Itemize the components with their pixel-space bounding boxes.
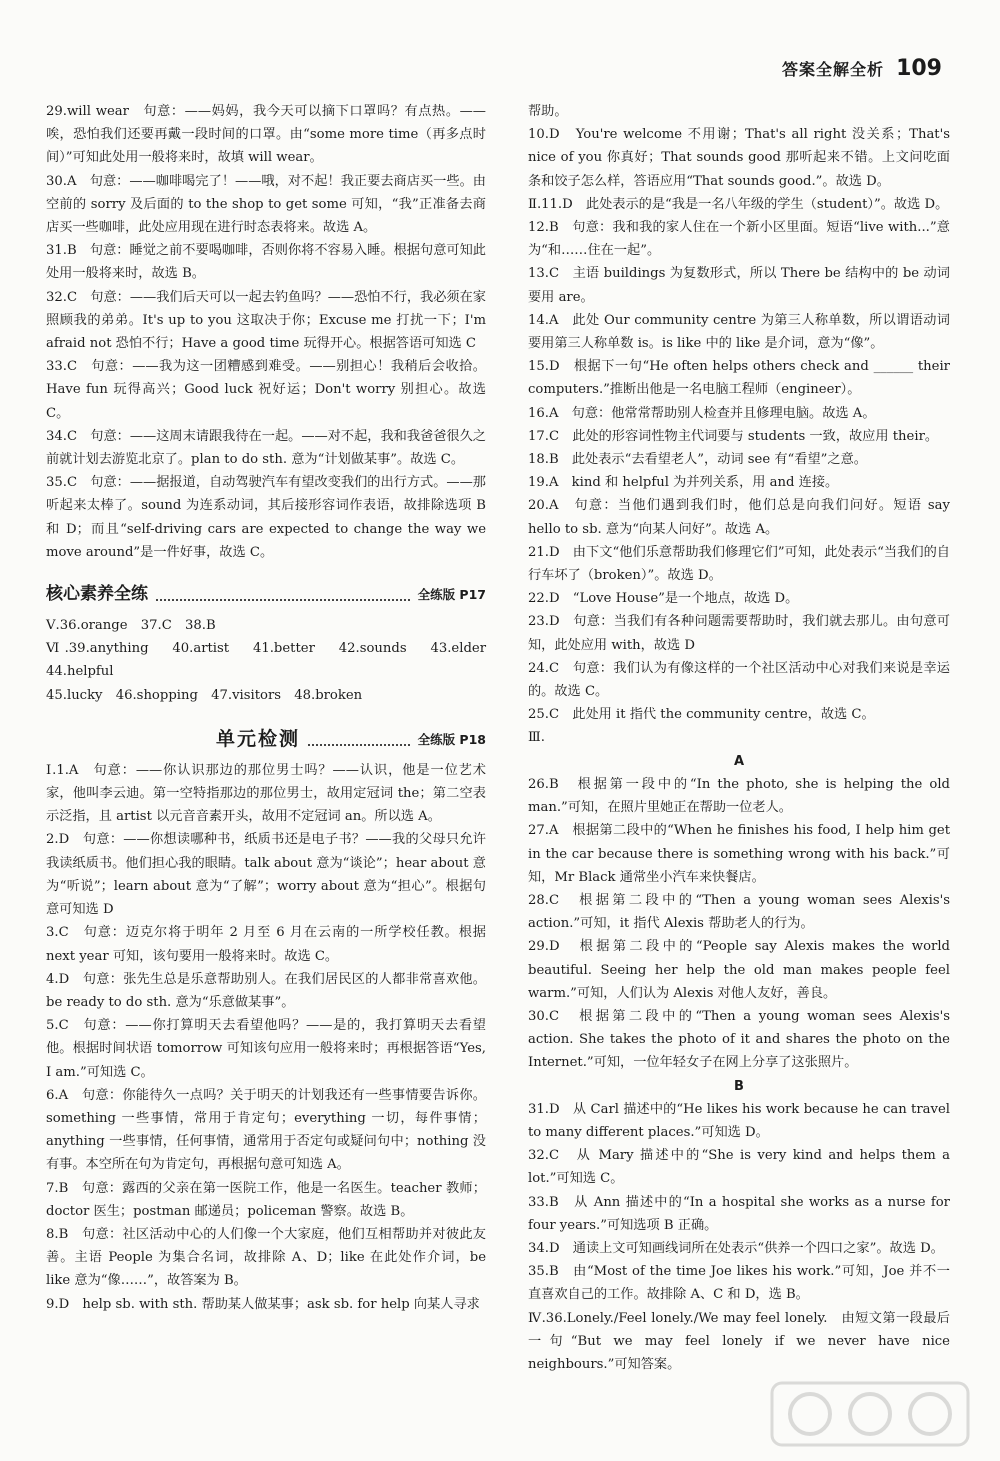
- answer-item: 4.D 句意：张先生总是乐意帮助别人。在我们居民区的人都非常喜欢他。be ready to do sth. 意为“乐意做某事”。: [46, 971, 486, 1010]
- answer-item: 29.will wear 句意：——妈妈，我今天可以摘下口罩吗？有点热。——唉，恐怕我们还要再戴一段时间的口罩。由“some more time（再多点时间）”可知此处用一般将来时，故填 will wear。: [46, 104, 486, 166]
- right-column: [528, 100, 950, 1376]
- answer-item: 27.A 根据第二段中的“When he finishes his food, I help him get in the car because there is something wrong with his back.”可知，Mr Black 通常坐小汽车来快餐店。: [528, 823, 950, 885]
- page-number: 109: [896, 56, 942, 81]
- answer-item: Ⅳ.36.Lonely./Feel lonely./We may feel lonely. 由短文第一段最后一句“But we may feel lonely if we never have nice neighbours.”可知答案。: [528, 1310, 950, 1372]
- answer-item: 35.B 由“Most of the time Joe likes his work.”可知，Joe 并不一直喜欢自己的工作。故排除 A、C 和 D，选 B。: [528, 1264, 950, 1303]
- answer-item: 3.C 句意：迈克尔将于明年 2 月至 6 月在云南的一所学校任教。根据 next year 可知，该句要用一般将来时。故选 C。: [46, 925, 486, 964]
- section-heading-core: [46, 578, 486, 606]
- section-heading-unit-test: [46, 723, 486, 751]
- section-title: 核心素养全练: [46, 583, 148, 604]
- leader-dots: [156, 599, 410, 601]
- answer-line: 45.lucky 46.shopping 47.visitors 48.broken: [46, 687, 363, 703]
- answer-item: 14.A 此处 Our community centre 为第三人称单数，所以谓语动词要用第三人称单数 is。is like 中的 like 是介词，意为“像”。: [528, 312, 950, 352]
- answer-item: 帮助。: [528, 104, 568, 119]
- answer-line: Ⅴ.36.orange 37.C 38.B: [46, 618, 216, 634]
- answer-item: 33.B 从 Ann 描述中的“In a hospital she works as a nurse for four years.”可知选项 B 正确。: [528, 1194, 950, 1233]
- answer-line: Ⅵ.39.anything 40.artist 41.better 42.sounds 43.elder 44.helpful: [46, 641, 500, 680]
- answer-item: 9.D help sb. with sth. 帮助某人做某事；ask sb. for help 向某人寻求: [46, 1296, 480, 1312]
- answer-item: 8.B 句意：社区活动中心的人们像一个大家庭，他们互相帮助并对彼此友善。主语 People 为集合名词，故排除 A、D；like 在此处作介词，be like 意为“像……”，故答案为 B。: [46, 1226, 486, 1289]
- answer-item: 31.B 句意：睡觉之前不要喝咖啡，否则你将不容易入睡。根据句意可知此处用一般将来时，故选 B。: [46, 243, 486, 282]
- answer-item: 34.C 句意：——这周末请跟我待在一起。——对不起，我和我爸爸很久之前就计划去游览北京了。plan to do sth. 意为“计划做某事”。故选 C。: [46, 428, 486, 468]
- passage-label: A: [733, 753, 745, 769]
- page-header: [782, 56, 942, 81]
- answer-item: 19.A kind 和 helpful 为并列关系，用 and 连接。: [528, 475, 839, 491]
- answer-item: 17.C 此处的形容词性物主代词要与 students 一致，故应用 their。: [528, 428, 939, 444]
- answer-item: 28.C 根据第二段中的“Then a young woman sees Alexis's action.”可知，it 指代 Alexis 帮助老人的行为。: [528, 892, 950, 932]
- answer-item: 13.C 主语 buildings 为复数形式，所以 There be 结构中的 be 动词要用 are。: [528, 266, 950, 305]
- answer-item: 24.C 句意：我们认为有像这样的一个社区活动中心对我们来说是幸运的。故选 C。: [528, 660, 950, 700]
- answer-item: 23.D 句意：当我们有各种问题需要帮助时，我们就去那儿。由句意可知，此处应用 with，故选 D: [528, 614, 950, 653]
- answer-item: 6.A 句意：你能待久一点吗？关于明天的计划我还有一些事情要告诉你。something 一些事情，常用于肯定句；everything 一切，每件事情；anything 一些事情，任何事情，通常用于否定句或疑问句中；nothing 没有事。本空所在句为肯定句，再根据句意可知选 A。: [46, 1087, 486, 1173]
- section-ref: 全练版 P17: [417, 586, 486, 602]
- header-title: 答案全解全析: [782, 60, 885, 79]
- answer-item: 12.B 句意：我和我的家人住在一个新小区里面。短语“live with...”意为“和……住在一起”。: [528, 220, 950, 259]
- core-answers: [46, 614, 500, 707]
- answer-list-right: [528, 100, 950, 1376]
- answer-item: 21.D 由下文“他们乐意帮助我们修理它们”可知，此处表示“当我们的自行车坏了（broken）”。故选 D。: [528, 544, 950, 584]
- answer-list-left-bottom: [46, 759, 486, 1316]
- answer-item: 10.D You're welcome 不用谢；That's all right 没关系；That's nice of you 你真好；That sounds good 那听起来不错。上文问吃面条和饺子怎么样，答语应用“That sounds good.”。故选 D。: [528, 127, 950, 189]
- leader-dots: [308, 744, 410, 746]
- answer-item: 2.D 句意：——你想读哪种书，纸质书还是电子书？——我的父母只允许我读纸质书。他们担心我的眼睛。talk about 意为“谈论”；hear about 意为“听说”；learn about 意为“了解”；worry about 意为“担心”。根据句意可知选 D: [46, 832, 486, 918]
- answer-item: 31.D 从 Carl 描述中的“He likes his work because he can travel to many different places.”可知选 D。: [528, 1101, 950, 1140]
- answer-item: 33.C 句意：——我为这一团糟感到难受。——别担心！我稍后会收拾。Have fun 玩得高兴；Good luck 祝好运；Don't worry 别担心。故选 C。: [46, 359, 486, 421]
- answer-item: 22.D “Love House”是一个地点，故选 D。: [528, 591, 799, 607]
- answer-item: Ⅱ.11.D 此处表示的是“我是一名八年级的学生（student）”。故选 D。: [528, 196, 949, 212]
- answer-item: 32.C 句意：——我们后天可以一起去钓鱼吗？——恐怕不行，我必须在家照顾我的弟弟。It's up to you 这取决于你；Excuse me 打扰一下；I'm afraid not 恐怕不行；Have a good time 玩得开心。根据答语可知选 C: [46, 289, 486, 352]
- answer-item: 30.A 句意：——咖啡喝完了！——哦，对不起！我正要去商店买一些。由空前的 sorry 及后面的 to the shop to get some 可知，“我”正准备去商店买一些咖啡，此处应用现在进行时态表将来。故选 A。: [46, 173, 486, 236]
- answer-item: Ⅰ.1.A 句意：——你认识那边的那位男士吗？——认识，他是一位艺术家，他叫李云迪。第一空特指那边的那位男士，故用定冠词 the；第二空表示泛指，且 artist 以元音音素开头，故用不定冠词 an。所以选 A。: [46, 762, 486, 825]
- answer-list-left-top: [46, 100, 486, 564]
- answer-item: 25.C 此处用 it 指代 the community centre，故选 C。: [528, 707, 875, 723]
- answer-item: 20.A 句意：当他们遇到我们时，他们总是向我们问好。短语 say hello to sb. 意为“向某人问好”。故选 A。: [528, 498, 950, 537]
- answer-item: 5.C 句意：——你打算明天去看望他吗？——是的，我打算明天去看望他。根据时间状语 tomorrow 可知该句应用一般将来时；再根据答语“Yes, I am.”可知选 C。: [46, 1018, 486, 1080]
- answer-item: 7.B 句意：露西的父亲在第一医院工作，他是一名医生。teacher 教师；doctor 医生；postman 邮递员；policeman 警察。故选 B。: [46, 1180, 486, 1219]
- passage-label: B: [734, 1078, 744, 1094]
- answer-item: 18.B 此处表示“去看望老人”，动词 see 有“看望”之意。: [528, 452, 867, 468]
- section-title: 单元检测: [216, 727, 301, 750]
- answer-item: Ⅲ.: [528, 730, 545, 746]
- answer-item: 26.B 根据第一段中的“In the photo, she is helping the old man.”可知，在照片里她正在帮助一位老人。: [528, 776, 950, 816]
- answer-item: 16.A 句意：他常常帮助别人检查并且修理电脑。故选 A。: [528, 405, 876, 421]
- answer-item: 15.D 根据下一句“He often helps others check and ______ their computers.”推断出他是一名电脑工程师（engineer）。: [528, 359, 950, 398]
- answer-item: 32.C 从 Mary 描述中的“She is very kind and helps them a lot.”可知选 C。: [528, 1148, 950, 1187]
- watermark-logo-icon: [770, 1381, 970, 1447]
- answer-item: 34.D 通读上文可知画线词所在处表示“供养一个四口之家”。故选 D。: [528, 1240, 944, 1256]
- section-ref: 全练版 P18: [417, 731, 486, 747]
- answer-item: 30.C 根据第二段中的“Then a young woman sees Alexis's action. She takes the photo of it and shares the photo on the Internet.”可知，一位年轻女子在网上分享了这张照片。: [528, 1008, 950, 1071]
- answer-item: 29.D 根据第二段中的“People say Alexis makes the world beautiful. Seeing her help the old man makes people feel warm.”可知，人们认为 Alexis 对他人友好，善良。: [528, 939, 950, 1001]
- left-column: [46, 100, 500, 1316]
- answer-item: 35.C 句意：——据报道，自动驾驶汽车有望改变我们的出行方式。——那听起来太棒了。sound 为连系动词，其后接形容词作表语，故排除选项 B 和 D；而且“self-driving cars are expected to change the way we move around”是一件好事，故选 C。: [46, 475, 486, 560]
